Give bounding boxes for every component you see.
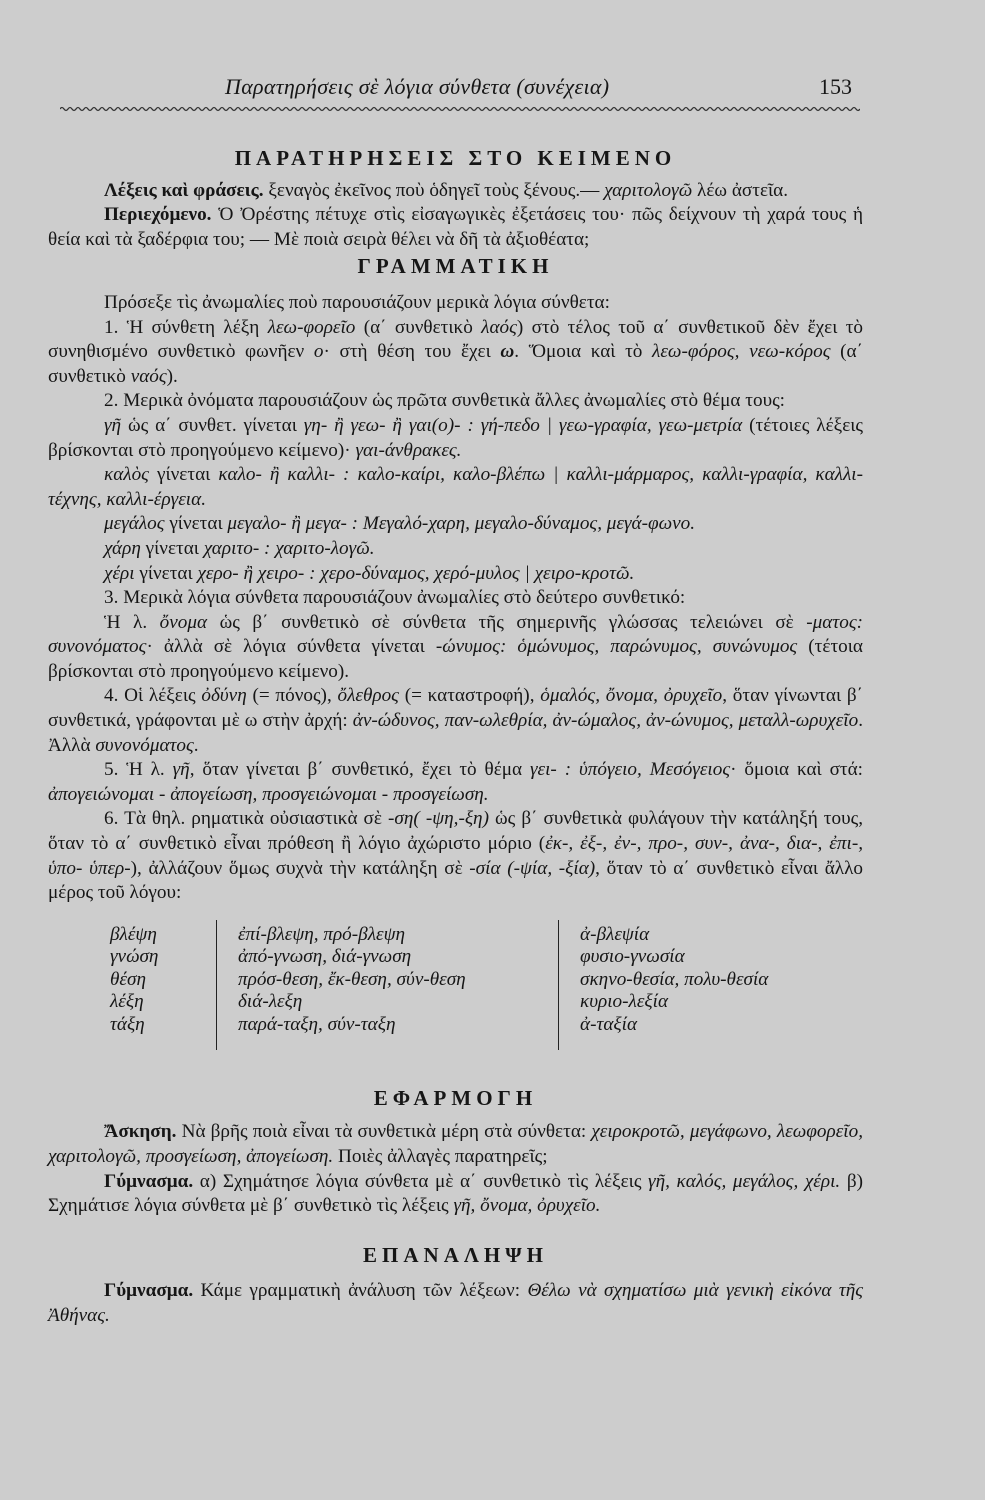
text: γίνεται (164, 513, 228, 535)
term: μεγάλος (104, 513, 165, 535)
table-column-base (110, 924, 158, 1037)
review-drill (48, 1279, 863, 1328)
page-body (48, 140, 863, 1329)
table-cell: θέση (110, 968, 146, 990)
text: . (193, 734, 199, 756)
paragraph-words-phrases (48, 179, 863, 204)
table-divider (216, 920, 217, 1050)
text: Ποιὲς ἀλλαγὲς παρατηρεῖς; (333, 1146, 548, 1167)
text: (α΄ συνθετικὸ (355, 316, 482, 338)
term: ὄνομα (159, 611, 208, 633)
exercise (48, 1120, 863, 1169)
table-cell: ἐπί-βλεψη, πρό-βλεψη (238, 923, 406, 945)
running-title: Παρατηρήσεις σὲ λόγια σύνθετα (συνέχεια) (225, 74, 610, 99)
page-number: 153 (819, 74, 852, 99)
grammar-point-2-intro: 2. Μερικὰ ὀνόματα παρουσιάζουν ὡς πρῶτα συνθετικὰ ἄλλες ἀνωμαλίες στὸ θέμα τους: (104, 390, 786, 412)
term: γη- ἢ γεω- ἢ γαι(ο)- : γή-πεδο | γεω-γραφία, γεω-μετρία (303, 414, 743, 436)
term: ο (313, 341, 324, 363)
paragraph-content (48, 203, 863, 252)
text: ), ἀλλάζουν ὅμως συχνὰ τὴν κατάληξη σὲ (130, 857, 470, 879)
text: , ὅταν τὸ α΄ συνθετικὸ εἶναι ἄλλο μέρος τοῦ λόγου: (48, 857, 863, 904)
text: · ἀλλὰ σὲ λόγια σύνθετα γίνεται (146, 636, 436, 658)
table-cell: φυσιο-γνωσία (580, 946, 685, 968)
text: , ὅταν γίνωνται β΄ συνθετικά, γράφονται μὲ ω στὴν ἀρχή: (48, 685, 863, 732)
term: συνονόματος (95, 734, 194, 756)
term: καλὸς (104, 464, 149, 486)
table-cell: ἀ-ταξία (580, 1013, 638, 1035)
grammar-example-megalos (48, 512, 863, 537)
wavy-rule (60, 104, 860, 114)
table-cell: πρόσ-θεση, ἔκ-θεση, σύν-θεση (238, 968, 466, 990)
term: ὄλεθρος (337, 685, 399, 707)
text: (= καταστροφή), (398, 685, 541, 707)
grammar-point-4 (48, 684, 863, 758)
term: λεω-φόρος, νεω-κόρος (652, 341, 831, 363)
term: χειροκροτῶ, μεγάφωνο, λεωφορεῖο, χαριτολογῶ, προσγείωση, ἀπογείωση. (48, 1121, 863, 1167)
term: γῆ (104, 414, 122, 436)
term: ὀδύνη (201, 685, 247, 707)
term: ναός (130, 365, 167, 387)
text: , ὅταν γίνεται β΄ συνθετικό, ἔχει τὸ θέμα (189, 759, 530, 781)
table-cell: ἀπό-γνωση, διά-γνωση (238, 946, 412, 968)
term: ἀπογειώνομαι - ἀπογείωση, προσγειώνομαι - προσγείωση. (48, 783, 489, 805)
text: ) στὸ τέλος τοῦ α΄ συνθετικοῦ δὲν ἔχει τὸ συνηθισμένο συνθετικὸ φωνῆεν (48, 316, 864, 363)
term: Θέλω νὰ σχηματίσω μιὰ γενικὴ εἰκόνα τῆς Ἀθήνας. (48, 1280, 863, 1326)
text: ὡς β΄ συνθετικὰ φυλάγουν τὴν κατάληξή τους, ὅταν τὸ α΄ συνθετικὸ εἶναι πρόθεση ἢ λόγιο ἀχώριστο μόριο ( (48, 808, 863, 855)
text: 5. Ἡ λ. (104, 759, 173, 781)
term: γαι-άνθρακες. (355, 439, 462, 461)
text: 1. Ἡ σύνθετη λέξη (104, 316, 268, 338)
term: καλο- ἢ καλλι- : καλο-καίρι, καλο-βλέπω | καλλι-μάρμαρος, καλλι-γραφία, καλλι-τέχνης, καλλι-έργεια. (48, 464, 863, 510)
table-column-other (580, 924, 768, 1037)
text: . Ὅμοια καὶ τὸ (514, 341, 653, 363)
term: γει- : ὑπόγειο, Μεσόγειος (529, 759, 731, 781)
term: ἐκ-, ἐξ-, ἐν-, προ-, συν-, ἀνα-, δια-, ἐπι-, ὑπο- ὑπερ- (48, 833, 863, 879)
text: (τέτοιες λέξεις βρίσκονται στὸ προηγούμενο κείμενο)· (48, 414, 864, 461)
table-cell: παρά-ταξη, σύν-ταξη (238, 1013, 396, 1035)
text: (α΄ συνθετικὸ (48, 341, 863, 387)
table-column-preposition (238, 924, 466, 1037)
text: γίνεται (148, 464, 219, 486)
term: γῆ, ὄνομα, ὀρυχεῖο. (453, 1195, 601, 1217)
grammar-example-cheri (48, 562, 863, 587)
text: γίνεται (140, 537, 204, 559)
text: 6. Τὰ θηλ. ρηματικὰ οὐσιαστικὰ σὲ (104, 808, 389, 830)
text: ). (166, 365, 178, 387)
grammar-point-6 (48, 807, 863, 905)
label-drill: Γύμνασμα. (104, 1280, 194, 1302)
grammar-point-1 (48, 316, 863, 390)
section-title-review: ΕΠΑΝΑΛΗΨΗ (363, 1242, 548, 1267)
text: Ὁ Ὀρέστης πέτυχε στὶς εἰσαγωγικὲς ἐξετάσεις του· πῶς δείχνουν τὴ χαρά τους ἡ θεία καὶ τὰ ξαδέρφια του; — Μὲ ποιὰ σειρὰ θέλει νὰ δῆ τὰ ἀξιοθέατα; (48, 204, 863, 250)
term: γῆ (172, 759, 190, 781)
grammar-point-3 (48, 611, 863, 685)
text: . Ἀλλὰ (48, 710, 863, 756)
grammar-point-3-intro: 3. Μερικὰ λόγια σύνθετα παρουσιάζουν ἀνωμαλίες στὸ δεύτερο συνθετικό: (104, 587, 686, 609)
grammar-example-kalos (48, 463, 863, 512)
table-cell: λέξη (110, 991, 144, 1013)
table-cell: διά-λεξη (238, 991, 303, 1013)
drill (48, 1170, 863, 1219)
table-cell: γνώση (110, 946, 159, 968)
table-cell: σκηνο-θεσία, πολυ-θεσία (580, 968, 769, 990)
text: λέω ἀστεῖα. (692, 179, 789, 201)
label-content: Περιεχόμενο. (104, 204, 212, 226)
text: · ὅμοια καὶ στά: (730, 759, 864, 781)
text: Νὰ βρῆς ποιὰ εἶναι τὰ συνθετικὰ μέρη στὰ σύνθετα: (176, 1121, 592, 1143)
label-exercise: Ἄσκηση. (104, 1121, 177, 1143)
text: ὡς β΄ συνθετικὸ σὲ σύνθετα τῆς σημερινῆς γλώσσας τελειώνει σὲ (207, 611, 807, 633)
text: α) Σχημάτησε λόγια σύνθετα μὲ α΄ συνθετικὸ τὶς λέξεις (193, 1170, 649, 1192)
term: -ώνυμος: ὁμώνυμος, παρώνυμος, συνώνυμος (435, 636, 798, 658)
text: Ἡ λ. (104, 611, 160, 633)
text: · στὴ θέση του ἔχει (323, 341, 501, 363)
section-title-observations: ΠΑΡΑΤΗΡΗΣΕΙΣ ΣΤΟ ΚΕΙΜΕΝΟ (234, 146, 677, 170)
grammar-example-ge (48, 414, 863, 463)
section-title-grammar: ΓΡΑΜΜΑΤΙΚΗ (357, 254, 554, 279)
text: γίνεται (134, 562, 198, 584)
term: -ματος: συνονόματος (48, 611, 863, 658)
text: ὡς α΄ συνθετ. γίνεται (121, 414, 304, 436)
text: ξεναγὸς ἐκεῖνος ποὺ ὁδηγεῖ τοὺς ξένους.— (263, 179, 605, 201)
term: -σία (-ψία, -ξία) (469, 857, 596, 879)
grammar-point-5 (48, 758, 863, 807)
term: λαός (481, 316, 517, 338)
table-cell: ἀ-βλεψία (580, 923, 650, 945)
grammar-intro: Πρόσεξε τὶς ἀνωμαλίες ποὺ παρουσιάζουν μερικὰ λόγια σύνθετα: (104, 291, 610, 313)
term: χάρη (104, 537, 141, 559)
term: χερο- ἢ χειρο- : χερο-δύναμος, χερό-μυλος | χειρο-κροτῶ. (197, 562, 635, 584)
term: λεω-φορεῖο (267, 316, 356, 338)
term: χαριτολογῶ (604, 179, 693, 201)
compound-words-table (48, 920, 863, 1058)
term: ἀν-ώδυνος, παν-ωλεθρία, ἀν-ώμαλος, ἀν-ώνυμος, μεταλλ-ωρυχεῖο (352, 710, 859, 732)
text: (τέτοια βρίσκονται στὸ προηγούμενο κείμενο). (48, 636, 863, 682)
term: -ση( -ψη,-ξη) (388, 808, 489, 830)
table-cell: βλέψη (110, 923, 157, 945)
text: Κάμε γραμματικὴ ἀνάλυση τῶν λέξεων: (193, 1280, 528, 1302)
table-divider (558, 920, 559, 1050)
term: χαριτο- : χαριτο-λογῶ. (203, 537, 375, 559)
text: (= πόνος), (246, 685, 338, 707)
page-header (60, 68, 860, 108)
text: 4. Οἱ λέξεις (104, 685, 202, 707)
term: ὁμαλός, ὄνομα, ὀρυχεῖο (540, 685, 723, 707)
term: ω (500, 341, 515, 363)
label-drill: Γύμνασμα. (104, 1170, 194, 1192)
table-cell: κυριο-λεξία (580, 991, 669, 1013)
term: γῆ, καλός, μεγάλος, χέρι. (648, 1170, 841, 1192)
section-title-application: ΕΦΑΡΜΟΓΗ (373, 1085, 538, 1110)
text: β) Σχημάτισε λόγια σύνθετα μὲ β΄ συνθετικὸ τὶς λέξεις (48, 1170, 863, 1217)
grammar-example-chari (48, 537, 863, 562)
term: χέρι (104, 562, 135, 584)
term: μεγαλο- ἢ μεγα- : Μεγαλό-χαρη, μεγαλο-δύναμος, μεγά-φωνο. (227, 513, 696, 535)
table-cell: τάξη (110, 1013, 145, 1035)
label-words-phrases: Λέξεις καὶ φράσεις. (104, 179, 264, 201)
